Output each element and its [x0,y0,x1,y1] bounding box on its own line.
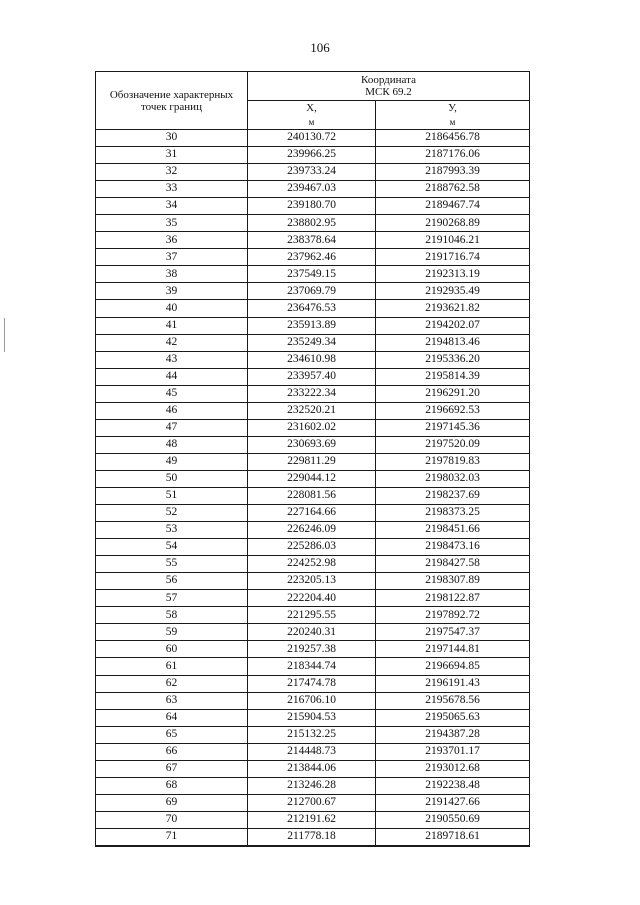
point-cell: 52 [96,505,248,522]
coordinate-system: МСК 69.2 [365,86,412,98]
table-row [96,522,530,539]
x-coordinate-cell: 239966.25 [248,147,376,164]
point-cell: 63 [96,692,248,709]
table-row [96,709,530,726]
table-row [96,794,530,811]
point-cell: 68 [96,777,248,794]
table-row [96,164,530,181]
x-coordinate-cell: 231602.02 [248,419,376,436]
table-body [96,130,530,846]
x-coordinate-cell: 219257.38 [248,641,376,658]
x-coordinate-cell: 228081.56 [248,487,376,504]
coordinates-table [95,71,530,847]
y-coordinate-cell: 2194202.07 [376,317,530,334]
table-row [96,658,530,675]
point-cell: 36 [96,232,248,249]
point-cell: 41 [96,317,248,334]
table-row [96,487,530,504]
table-row [96,215,530,232]
coordinate-title: Координата [361,74,416,86]
table-row [96,777,530,794]
scan-edge-mark [4,318,5,352]
table-row [96,181,530,198]
point-cell: 43 [96,351,248,368]
point-cell: 65 [96,726,248,743]
y-coordinate-cell: 2187993.39 [376,164,530,181]
x-coordinate-cell: 222204.40 [248,590,376,607]
point-cell: 56 [96,573,248,590]
x-label: Х, [306,101,317,114]
y-coordinate-cell: 2191427.66 [376,794,530,811]
x-coordinate-cell: 237962.46 [248,249,376,266]
y-coordinate-cell: 2191046.21 [376,232,530,249]
page-number: 106 [310,40,330,55]
y-coordinate-cell: 2189467.74 [376,198,530,215]
x-coordinate-cell: 224252.98 [248,556,376,573]
x-coordinate-cell: 232520.21 [248,402,376,419]
x-coordinate-cell: 215904.53 [248,709,376,726]
y-label: У, [448,101,457,114]
point-cell: 60 [96,641,248,658]
table-row [96,470,530,487]
x-coordinate-cell: 226246.09 [248,522,376,539]
y-coordinate-cell: 2192238.48 [376,777,530,794]
x-coordinate-cell: 213844.06 [248,760,376,777]
point-cell: 47 [96,419,248,436]
table-row [96,573,530,590]
x-coordinate-cell: 229044.12 [248,470,376,487]
point-cell: 50 [96,470,248,487]
table-row [96,811,530,828]
point-cell: 35 [96,215,248,232]
point-cell: 51 [96,487,248,504]
point-cell: 48 [96,436,248,453]
x-coordinate-cell: 216706.10 [248,692,376,709]
point-cell: 44 [96,368,248,385]
y-coordinate-cell: 2192935.49 [376,283,530,300]
table-row [96,334,530,351]
point-cell: 57 [96,590,248,607]
y-coordinate-cell: 2197145.36 [376,419,530,436]
x-coordinate-cell: 239467.03 [248,181,376,198]
table-row [96,539,530,556]
x-coordinate-cell: 235913.89 [248,317,376,334]
point-cell: 39 [96,283,248,300]
y-coordinate-cell: 2191716.74 [376,249,530,266]
table-row [96,675,530,692]
table-row [96,556,530,573]
y-coordinate-cell: 2195336.20 [376,351,530,368]
point-cell: 34 [96,198,248,215]
x-coordinate-cell: 212700.67 [248,794,376,811]
point-cell: 69 [96,794,248,811]
y-coordinate-cell: 2197520.09 [376,436,530,453]
point-cell: 30 [96,130,248,147]
point-cell: 49 [96,453,248,470]
point-cell: 61 [96,658,248,675]
y-coordinate-cell: 2190550.69 [376,811,530,828]
x-coordinate-cell: 234610.98 [248,351,376,368]
point-cell: 66 [96,743,248,760]
x-coordinate-cell: 238378.64 [248,232,376,249]
x-coordinate-cell: 235249.34 [248,334,376,351]
point-cell: 46 [96,402,248,419]
y-coordinate-cell: 2198473.16 [376,539,530,556]
table-header [96,72,530,130]
y-coordinate-cell: 2195065.63 [376,709,530,726]
header-row-1 [96,72,530,101]
y-coordinate-cell: 2198427.58 [376,556,530,573]
point-cell: 53 [96,522,248,539]
x-coordinate-cell: 238802.95 [248,215,376,232]
x-coordinate-cell: 233957.40 [248,368,376,385]
x-unit: м [308,116,315,127]
x-coordinate-cell: 227164.66 [248,505,376,522]
y-coordinate-cell: 2196694.85 [376,658,530,675]
point-cell: 45 [96,385,248,402]
table-row [96,505,530,522]
point-cell: 62 [96,675,248,692]
y-coordinate-cell: 2197144.81 [376,641,530,658]
table-row [96,726,530,743]
table-row [96,641,530,658]
y-coordinate-cell: 2198032.03 [376,470,530,487]
point-cell: 59 [96,624,248,641]
y-coordinate-cell: 2198373.25 [376,505,530,522]
y-coordinate-cell: 2195814.39 [376,368,530,385]
x-coordinate-cell: 214448.73 [248,743,376,760]
y-coordinate-cell: 2193012.68 [376,760,530,777]
table-row [96,453,530,470]
table-row [96,419,530,436]
table-row [96,436,530,453]
x-coordinate-cell: 213246.28 [248,777,376,794]
y-coordinate-cell: 2189718.61 [376,828,530,846]
x-coordinate-cell: 218344.74 [248,658,376,675]
point-cell: 54 [96,539,248,556]
y-coordinate-cell: 2198122.87 [376,590,530,607]
point-cell: 58 [96,607,248,624]
table-row [96,249,530,266]
y-coordinate-cell: 2193621.82 [376,300,530,317]
table-row [96,368,530,385]
point-cell: 33 [96,181,248,198]
table-row [96,317,530,334]
x-coordinate-cell: 223205.13 [248,573,376,590]
y-coordinate-cell: 2194387.28 [376,726,530,743]
point-cell: 70 [96,811,248,828]
table-row [96,743,530,760]
x-coordinate-cell: 237069.79 [248,283,376,300]
x-column-header [248,101,376,130]
y-coordinate-cell: 2186456.78 [376,130,530,147]
y-coordinate-cell: 2197547.37 [376,624,530,641]
point-cell: 31 [96,147,248,164]
x-coordinate-cell: 212191.62 [248,811,376,828]
point-cell: 64 [96,709,248,726]
y-coordinate-cell: 2196692.53 [376,402,530,419]
y-column-header [376,101,530,130]
table-row [96,300,530,317]
y-coordinate-cell: 2187176.06 [376,147,530,164]
point-cell: 37 [96,249,248,266]
point-cell: 71 [96,828,248,846]
y-coordinate-cell: 2198451.66 [376,522,530,539]
y-coordinate-cell: 2196191.43 [376,675,530,692]
y-coordinate-cell: 2198237.69 [376,487,530,504]
point-cell: 67 [96,760,248,777]
x-coordinate-cell: 237549.15 [248,266,376,283]
table-row [96,760,530,777]
y-coordinate-cell: 2193701.17 [376,743,530,760]
table-row [96,692,530,709]
table-row [96,266,530,283]
y-unit: м [449,116,456,127]
table-row [96,147,530,164]
table-row [96,130,530,147]
point-cell: 32 [96,164,248,181]
point-label-header: Обозначение характерных точек границ [96,72,248,130]
table-row [96,624,530,641]
x-coordinate-cell: 230693.69 [248,436,376,453]
y-coordinate-cell: 2197819.83 [376,453,530,470]
x-coordinate-cell: 225286.03 [248,539,376,556]
coordinate-header [248,72,530,101]
table-row [96,607,530,624]
x-coordinate-cell: 221295.55 [248,607,376,624]
table-row [96,351,530,368]
table-row [96,590,530,607]
x-coordinate-cell: 233222.34 [248,385,376,402]
y-coordinate-cell: 2196291.20 [376,385,530,402]
y-coordinate-cell: 2194813.46 [376,334,530,351]
table-row [96,283,530,300]
point-cell: 40 [96,300,248,317]
x-coordinate-cell: 240130.72 [248,130,376,147]
x-coordinate-cell: 220240.31 [248,624,376,641]
table-row [96,828,530,846]
table-row [96,402,530,419]
x-coordinate-cell: 215132.25 [248,726,376,743]
y-coordinate-cell: 2197892.72 [376,607,530,624]
point-cell: 55 [96,556,248,573]
table-row [96,232,530,249]
y-coordinate-cell: 2188762.58 [376,181,530,198]
x-coordinate-cell: 239180.70 [248,198,376,215]
y-coordinate-cell: 2198307.89 [376,573,530,590]
x-coordinate-cell: 217474.78 [248,675,376,692]
point-cell: 38 [96,266,248,283]
x-coordinate-cell: 236476.53 [248,300,376,317]
x-coordinate-cell: 229811.29 [248,453,376,470]
table-row [96,385,530,402]
y-coordinate-cell: 2190268.89 [376,215,530,232]
table-row [96,198,530,215]
point-cell: 42 [96,334,248,351]
x-coordinate-cell: 211778.18 [248,828,376,846]
y-coordinate-cell: 2192313.19 [376,266,530,283]
y-coordinate-cell: 2195678.56 [376,692,530,709]
x-coordinate-cell: 239733.24 [248,164,376,181]
